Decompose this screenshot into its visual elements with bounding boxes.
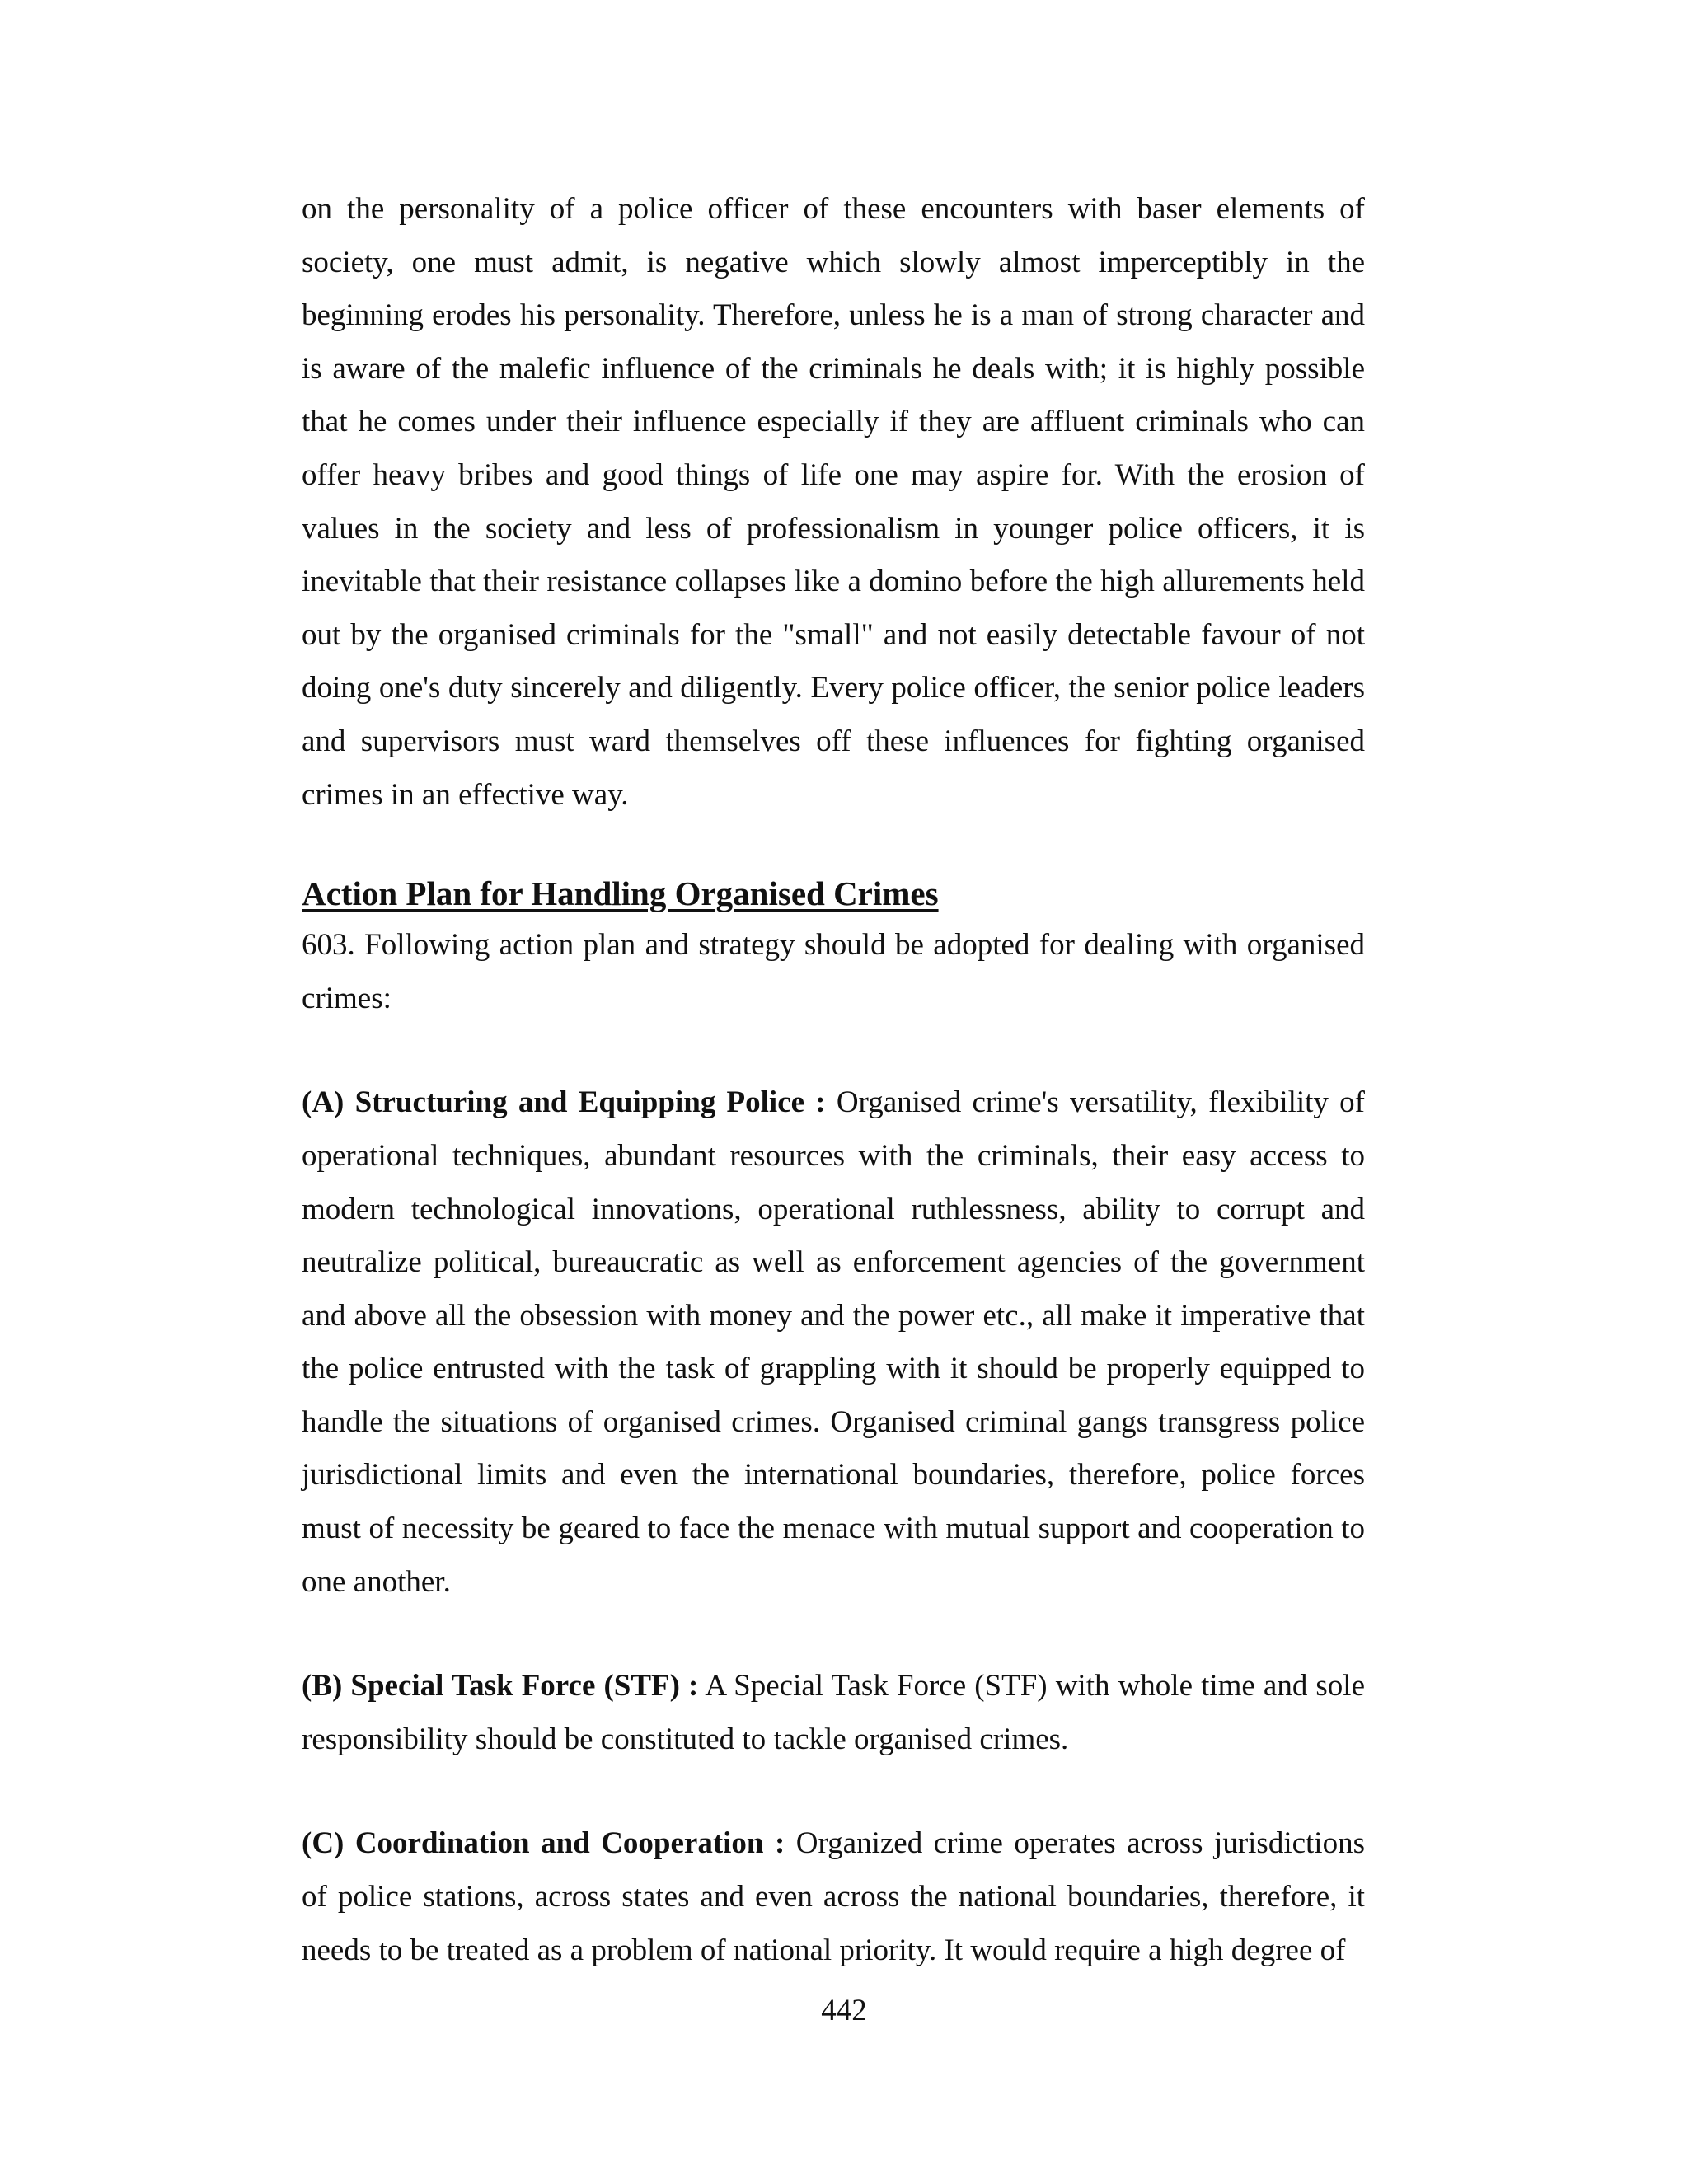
intro-paragraph: 603. Following action plan and strategy should be adopted for dealing with organised crimes: (302, 928, 1365, 1015)
item-b-paragraph (302, 1660, 1365, 1766)
item-a-label: (A) Structuring and Equipping Police : (302, 1085, 826, 1120)
section-heading: Action Plan for Handling Organised Crimes (302, 874, 939, 913)
item-b-label: (B) Special Task Force (STF) : (302, 1669, 699, 1704)
item-a-text: Organised crime's versatility, flexibility of operational techniques, abundant resources with the criminals, their easy access to modern technological innovations, operational ruthlessness, ability to corrupt and neutralize political, bureaucratic as well as enforcement agencies of the government and above all the obsession with money and the power etc., all make it imperative that the police entrusted with the task of grappling with it should be properly equipped to handle the situations of organised crimes. Organised criminal gangs transgress police jurisdictional limits and even the international boundaries, therefore, police forces must of necessity be geared to face the menace with mutual support and cooperation to one another. (302, 1085, 1365, 1599)
item-c-paragraph (302, 1817, 1365, 1977)
item-c-text: Organized crime operates across jurisdictions of police stations, across states and even across the national boundaries, therefore, it needs to be treated as a problem of national priority. It would require a high degree of (302, 1826, 1365, 1967)
document-body (302, 183, 1365, 1977)
page-number: 442 (821, 1994, 867, 2027)
item-c-label: (C) Coordination and Cooperation : (302, 1826, 785, 1861)
item-a-paragraph (302, 1076, 1365, 1609)
item-b-text: A Special Task Force (STF) with whole time and sole responsibility should be constituted to tackle organised crimes. (302, 1669, 1366, 1756)
continuation-paragraph: on the personality of a police officer of these encounters with baser elements of society, one must admit, is negative which slowly almost imperceptibly in the beginning erodes his personality. Therefore, unless he is a man of strong character and is aware of the malefic influence of the criminals he deals with; it is highly possible that he comes under their influence especially if they are affluent criminals who can offer heavy bribes and good things of life one may aspire for. With the erosion of values in the society and less of professionalism in younger police officers, it is inevitable that their resistance collapses like a domino before the high allurements held out by the organised criminals for the "small" and not easily detectable favour of not doing one's duty sincerely and diligently. Every police officer, the senior police leaders and supervisors must ward themselves off these influences for fighting organised crimes in an effective way. (302, 192, 1365, 812)
